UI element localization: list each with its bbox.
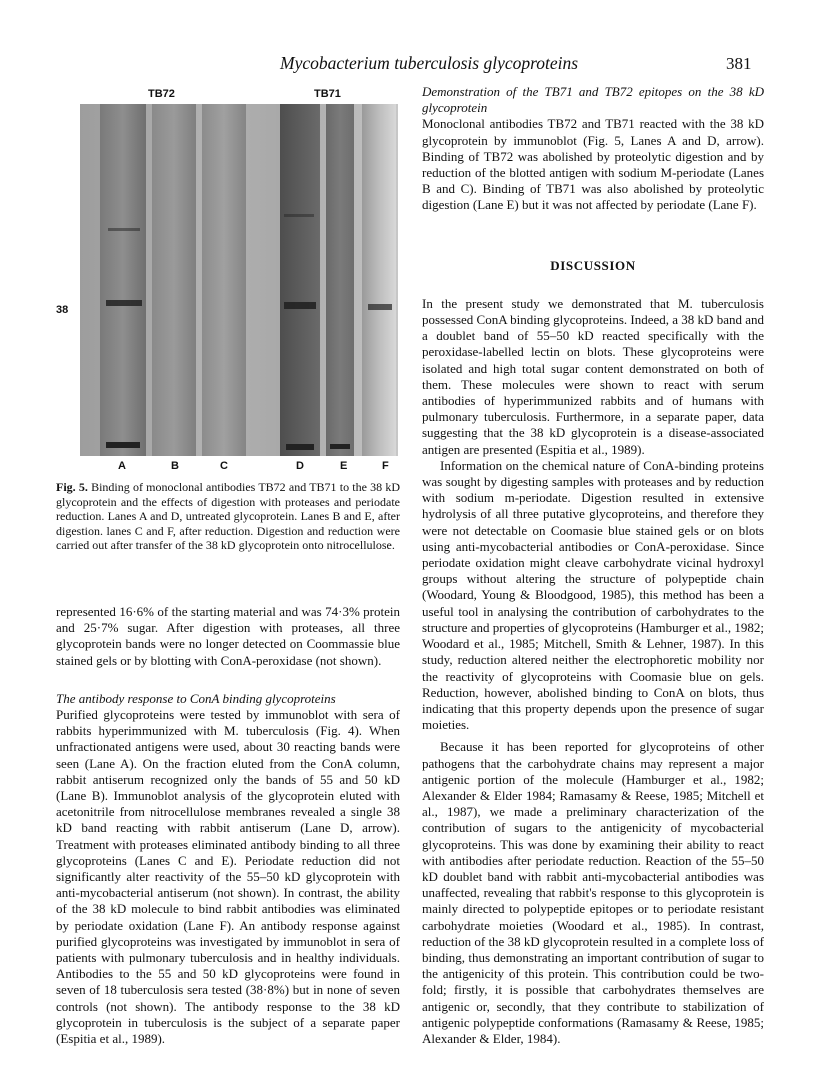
caption-text: Binding of monoclonal antibodies TB72 and TB71 to the 38 kD glycoprotein and the effects of digestion with proteases and periodate reduction. Lanes A and D, untreated glycoprotein. Lanes B and E, after digestion. lanes C and F, after reduction. Digestion and reduction were carried out after transfer of the 38 kD glycoprotein onto nitrocellulose. [56, 480, 401, 553]
marker-38kd: 38 [56, 304, 69, 316]
discussion-para-3: Because it has been reported for glycoproteins of other pathogens that the carbohydrate chains may represent a major antigenic portion of the molecule (Hamburger et al., 1982; Alexander & Elder 1984; Ramasamy & Reese, 1985; Mitchell et al., 1987), we made a preliminary characterization of the contribution of sugars to the antigenicity of mycobacterial glycoproteins. This was done by examining their ability to react with antibodies after periodate reduction. Reaction of the 55–50 kD doublet band with rabbit anti-mycobacterial antibodies was unaffected, revealing that rabbit's response to this glycoprotein is mainly directed to polypeptide epitopes or to periodate resistant carbohydrate moieties (Woodard et al., 1985). In contrast, reduction of the 38 kD glycoprotein resulted in a complete loss of binding, thus demonstrating an important contribution of sugar to the antigenicity of this protein. This contribution could be two-fold; firstly, it is possible that carbohydrates themselves are antigenic or, secondly, that they contribute to stabilization of antigenic polypeptide conformations (Ramasamy & Reese, 1985; Alexander & Elder, 1984). [422, 739, 764, 1046]
lane-f-strip [362, 104, 396, 456]
lane-d-strip [280, 104, 320, 456]
figure-5-blot [56, 86, 400, 476]
band-lane-d-upper [284, 214, 314, 217]
band-38kd-lane-d [284, 302, 316, 309]
section-heading-epitopes: Demonstration of the TB71 and TB72 epitopes on the 38 kD glycoprotein [422, 84, 764, 116]
lane-label-e: E [340, 460, 348, 472]
left-para-antibody-response: Purified glycoproteins were tested by immunoblot with sera of rabbits hyperimmunized with M. tuberculosis (Fig. 4). When unfractionated antigens were used, about 30 reacting bands were seen (Lane A). On the fraction eluted from the ConA column, rabbit antiserum recognized only the bands of 55 and 50 kD (Lane B). Immunoblot analysis of the glycoprotein eluted with acetonitrile from nitrocellulose membranes revealed a single 38 kD band reacting with rabbit antiserum (Lane D, arrow). Treatment with proteases eliminated antibody binding to all three glycoproteins (Lanes C and E). Periodate reduction did not significantly alter reactivity of the 55–50 kD glycoprotein with anti-mycobacterial antiserum (not shown). In contrast, the ability of the 38 kD molecule to bind rabbit antibodies was eliminated by periodate oxidation (Lane F). An antibody response against purified glycoproteins was investigated by immunoblot in sera of patients with pulmonary tuberculosis and in healthy individuals. Antibodies to the 55 and 50 kD glycoproteins were found in seven of 18 tuberculosis sera tested (38·8%) but in none of seven controls (not shown). The antibody response to the 38 kD glycoprotein in tuberculosis is the subject of a separate paper (Espitia et al., 1989). [56, 707, 400, 1047]
band-38kd-lane-f [368, 304, 392, 310]
lane-c-strip [202, 104, 246, 456]
left-para-continuation: represented 16·6% of the starting material and was 74·3% protein and 25·7% sugar. After digestion with proteases, all three glycoprotein bands were no longer detected on Coommassie blue stained gels or by blotting with ConA-peroxidase (not shown). [56, 604, 400, 668]
lane-label-b: B [171, 460, 179, 472]
figure-caption [56, 480, 400, 553]
running-title-topic: glycoproteins [483, 53, 579, 73]
right-column [422, 84, 764, 1047]
discussion-para-2: Information on the chemical nature of ConA-binding proteins was sought by digesting samples with proteases and by reduction with sodium m-periodate. Digestion resulted in extensive hydrolysis of all three putative glycoproteins, and therefore they were not detectable on Coomasie blue stained gels or on blots using anti-mycobacterial antibodies or ConA-peroxidase. Since periodate oxidation might cleave carbohydrate vicinal hydroxyl groups without altering the structure of polypeptide chain (Woodard, Young & Bloodgood, 1985), this method has been a useful tool in analysing the contribution of carbohydrates to the structure and properties of glycoproteins (Hamburger et al., 1982; Woodard et al., 1985; Mitchell, Smith & Lehner, 1987). In this study, reduction altered neither the electrophoretic mobility nor the reactivity of glycoproteins with Coomasie blue on gels. Reduction, however, abolished binding to ConA on blots, thus indicating that this property depends upon the presence of sugar moieties. [422, 457, 764, 733]
right-para-epitopes: Monoclonal antibodies TB72 and TB71 reacted with the 38 kD glycoprotein by immunoblot (Fig. 5, Lanes A and D, arrow). Binding of TB72 was abolished by proteolytic digestion and by reduction of the blotted antigen with sodium M-periodate (Lanes B and C). Binding of TB71 was also abolished by proteolytic digestion (Lane E) but it was not affected by periodate (Lane F). [422, 116, 764, 213]
dye-front-lane-e [330, 444, 350, 449]
discussion-para-1: In the present study we demonstrated that M. tuberculosis possessed ConA binding glycoproteins. Indeed, a 38 kD band and a doublet band of 55–50 kD reacted specifically with the peroxidase-labelled lectin on blots. These glycoproteins were isolated and high total sugar content demonstrated on both of them. These molecules were shown to react with serum antibodies of hyperimmunized rabbits and of humans with pulmonary tuberculosis. Furthermore, in a separate paper, data suggesting that the 38 kD glycoprotein is a disease-associated antigen are presented (Espitia et al., 1989). [422, 295, 764, 457]
blot-image [80, 104, 398, 456]
lane-a-strip [100, 104, 146, 456]
dye-front-lane-a [106, 442, 140, 448]
running-title-organism: Mycobacterium tuberculosis [280, 53, 480, 73]
lane-label-d: D [296, 460, 304, 472]
page-number: 381 [726, 54, 752, 73]
lane-e-strip [326, 104, 354, 456]
lane-b-strip [152, 104, 196, 456]
left-column [56, 604, 400, 1047]
lane-label-a: A [118, 460, 126, 472]
label-tb72: TB72 [148, 88, 175, 100]
caption-label: Fig. 5. [56, 480, 88, 494]
lane-label-c: C [220, 460, 228, 472]
section-heading-antibody-response: The antibody response to ConA binding glycoproteins [56, 690, 336, 706]
band-lane-a-upper [108, 228, 140, 231]
discussion-heading: DISCUSSION [550, 257, 636, 273]
label-tb71: TB71 [314, 88, 341, 100]
band-38kd-lane-a [106, 300, 142, 306]
lane-label-f: F [382, 460, 389, 472]
dye-front-lane-d [286, 444, 314, 450]
running-title [280, 53, 578, 74]
